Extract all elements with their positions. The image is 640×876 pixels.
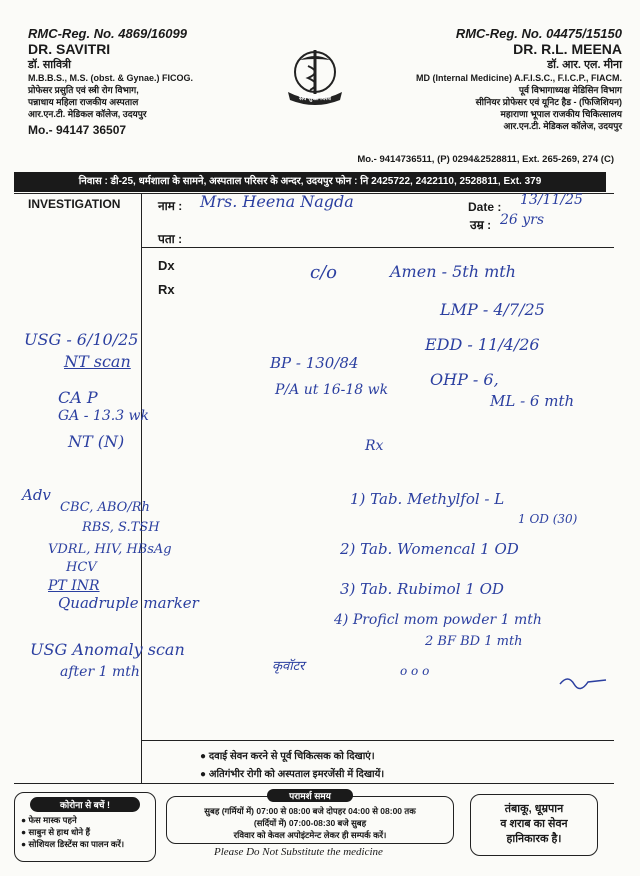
hw-usg-anomaly: USG Anomaly scan	[30, 640, 185, 659]
right-doctor-block	[322, 26, 622, 132]
right-college: आर.एन.टी. मेडिकल कॉलेज, उदयपुर	[503, 121, 622, 131]
investigation-label: INVESTIGATION	[28, 197, 121, 211]
hw-usg-after: after 1 mth	[60, 664, 140, 680]
hw-circles: o o o	[400, 664, 430, 678]
address-row-line	[141, 247, 614, 248]
left-qualification: M.B.B.S., M.S. (obst. & Gynae.) FICOG.	[28, 73, 194, 83]
hw-pt-inr: PT INR	[48, 578, 100, 594]
hw-med1-dose: 1 OD (30)	[518, 512, 578, 526]
right-hospital: महाराणा भूपाल राजकीय चिकित्सालय	[500, 109, 622, 119]
form-bottom-line	[14, 783, 614, 784]
note-emergency-text: अतिगंभीर रोगी को अस्पताल इमरजेंसी में दिखायें।	[208, 769, 385, 780]
tobacco-line1: तंबाकू, धूम्रपान	[504, 803, 564, 815]
corona-distance-text: सोशियल डिस्टेंस का पालन करें।	[28, 839, 125, 849]
hw-med4-dose: 2 BF BD 1 mth	[425, 634, 523, 649]
address-bar: निवास : डी-25, धर्मशाला के सामने, अस्पताल परिसर के अन्दर, उदयपुर फोन : नि 2425722, 2422110, 2528811, Ext. 379	[14, 172, 606, 192]
corona-wash-text: साबुन से हाथ धोने हैं	[28, 827, 91, 837]
name-label: नाम :	[158, 199, 183, 213]
substitute-warning: Please Do Not Substitute the medicine	[214, 846, 383, 858]
left-doctor-block	[28, 26, 268, 137]
hw-ohp: OHP - 6,	[430, 370, 499, 389]
corona-item-wash: ● साबुन से हाथ धोने हैं	[21, 827, 91, 837]
consult-line2: (सर्दियों में) 07:00-08:30 बजे सुबह	[253, 818, 367, 828]
hw-rx: Rx	[365, 438, 384, 454]
right-qualification: MD (Internal Medicine) A.F.I.S.C., F.I.C.P., FIACM.	[415, 73, 622, 83]
hw-cap: CA P	[58, 388, 98, 407]
age-value: 26 yrs	[500, 212, 545, 228]
tobacco-box	[470, 794, 598, 856]
hw-signature-text: कृवॉटर	[272, 659, 305, 674]
right-doctor-name-hindi: डॉ. आर. एल. मीना	[547, 59, 622, 71]
left-college: आर.एन.टी. मेडिकल कॉलेज, उदयपुर	[28, 109, 147, 119]
right-reg-number: RMC-Reg. No. 04475/15150	[455, 26, 622, 41]
investigation-divider	[141, 193, 142, 783]
left-doctor-name: DR. SAVITRI	[28, 41, 111, 57]
note-consult: ● दवाई सेवन करने से पूर्व चिकित्सक को दिखाएं।	[200, 751, 375, 762]
dx-symbol: Dx	[158, 258, 175, 273]
left-designation: प्रोफेसर प्रसुति एवं स्त्री रोग विभाग,	[28, 85, 139, 95]
note-consult-text: दवाई सेवन करने से पूर्व चिकित्सक को दिखाएं।	[208, 751, 375, 762]
corona-title: कोरोना से बचें !	[30, 797, 140, 812]
date-value: 13/11/25	[520, 192, 583, 208]
consult-title: परामर्श समय	[267, 789, 353, 802]
hw-lmp: LMP - 4/7/25	[440, 300, 545, 319]
hw-nt-scan: NT scan	[64, 352, 131, 371]
hw-adv: Adv	[22, 486, 51, 504]
logo-motto: सर्व सुखी विश्व	[298, 96, 332, 102]
hw-ga: GA - 13.3 wk	[58, 408, 150, 424]
hw-hcv: HCV	[66, 560, 97, 575]
hw-med2: 2) Tab. Womencal 1 OD	[340, 540, 519, 558]
hw-anc: Amen - 5th mth	[390, 262, 516, 281]
hw-ml: ML - 6 mth	[490, 392, 575, 410]
right-mobile: Mo.- 9414736511, (P) 0294&2528811, Ext. 265-269, 274 (C)	[357, 154, 614, 165]
address-label: पता :	[158, 232, 183, 246]
right-doctor-name: DR. R.L. MEENA	[513, 41, 622, 57]
notes-top-line	[141, 740, 614, 741]
hw-pa: P/A ut 16-18 wk	[275, 382, 389, 398]
hw-quadruple: Quadruple marker	[58, 594, 199, 612]
hw-nt: NT (N)	[68, 432, 125, 451]
corona-mask-text: फेस मास्क पहने	[28, 815, 77, 825]
hw-edd: EDD - 11/4/26	[425, 335, 540, 354]
left-mobile: Mo.- 94147 36507	[28, 123, 127, 137]
right-unit-head: सीनियर प्रोफेसर एवं यूनिट हैड - (फिजिशियन)	[475, 97, 622, 107]
age-label: उम्र :	[470, 218, 492, 232]
consult-box	[166, 791, 454, 844]
corona-item-mask: ● फेस मास्क पहने	[21, 815, 77, 825]
tobacco-line3: हानिकारक है।	[506, 833, 562, 845]
hw-cbc: CBC, ABO/Rh	[60, 500, 150, 515]
corona-box	[14, 792, 156, 862]
hw-bp: BP - 130/84	[270, 354, 359, 372]
hw-vdrl: VDRL, HIV, HBsAg	[48, 542, 172, 557]
hw-med4: 4) Proficl mom powder 1 mth	[334, 612, 542, 628]
patient-name: Mrs. Heena Nagda	[200, 192, 354, 211]
hw-rbs: RBS, S.TSH	[82, 520, 160, 535]
tobacco-line2: व शराब का सेवन	[500, 818, 568, 830]
consult-line3: रविवार को केवल अपोइंटमेन्ट लेकर ही सम्पर्क करें।	[233, 830, 387, 840]
corona-item-distance: ● सोशियल डिस्टेंस का पालन करें।	[21, 839, 125, 849]
date-label: Date :	[468, 200, 502, 214]
signature-mark	[558, 672, 608, 699]
left-doctor-name-hindi: डॉ. सावित्री	[28, 59, 72, 71]
hw-co: c/o	[310, 262, 337, 283]
rx-symbol: Rx	[158, 282, 175, 297]
left-hospital: पन्नाधाय महिला राजकीय अस्पताल	[28, 97, 139, 107]
right-designation: पूर्व विभागाध्यक्ष मेडिसिन विभाग	[518, 85, 622, 95]
left-reg-number: RMC-Reg. No. 4869/16099	[28, 26, 187, 41]
hw-usg: USG - 6/10/25	[24, 330, 139, 349]
hw-med3: 3) Tab. Rubimol 1 OD	[340, 580, 504, 598]
consult-line1: सुबह (गर्मियों में) 07:00 से 08:00 बजे दोपहर 04:00 से 08:00 तक	[204, 806, 416, 816]
hw-med1: 1) Tab. Methylfol - L	[350, 490, 505, 508]
note-emergency: ● अतिगंभीर रोगी को अस्पताल इमरजेंसी में दिखायें।	[200, 769, 385, 780]
